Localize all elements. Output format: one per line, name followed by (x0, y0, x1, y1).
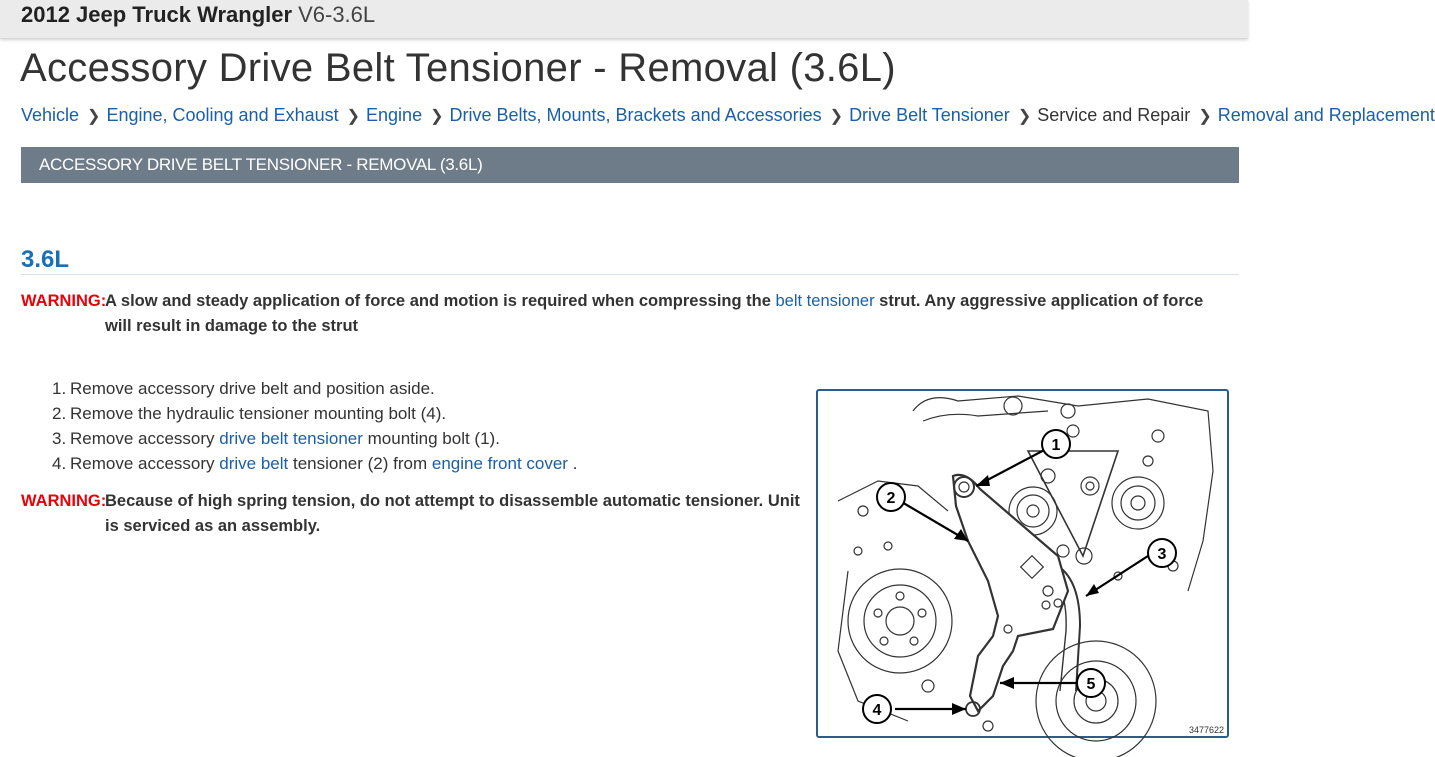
breadcrumb-engine-cooling-exhaust[interactable]: Engine, Cooling and Exhaust (106, 105, 339, 125)
vehicle-name: 2012 Jeep Truck Wrangler (21, 2, 293, 27)
step-number: 4. (52, 454, 67, 473)
vehicle-title (21, 2, 375, 28)
chevron-right-icon: ❯ (346, 108, 361, 125)
chevron-right-icon: ❯ (1017, 108, 1032, 125)
step-text: . (567, 454, 578, 473)
list-item (52, 426, 577, 451)
callout-1: 1 (1051, 437, 1061, 454)
page-title: Accessory Drive Belt Tensioner - Removal (3.6L) (20, 46, 896, 90)
vehicle-header-bar (0, 0, 1248, 39)
warning-spring-tension (21, 489, 811, 539)
breadcrumb-drive-belt-tensioner[interactable]: Drive Belt Tensioner (849, 105, 1010, 125)
callout-4: 4 (872, 702, 882, 719)
list-item (52, 376, 577, 401)
chevron-right-icon: ❯ (430, 108, 444, 125)
warning-text-line2: is serviced as an assembly. (105, 517, 321, 535)
engine-line-drawing (818, 391, 1227, 736)
list-item (52, 401, 577, 426)
step-text: mounting bolt (1). (362, 429, 500, 448)
removal-steps-list (52, 376, 577, 476)
step-text: Remove accessory (70, 429, 220, 448)
engine-subheading-text: 3.6L (21, 246, 70, 273)
callout-5: 5 (1086, 676, 1096, 693)
step-text: Remove accessory (70, 454, 220, 473)
list-item (52, 451, 577, 476)
breadcrumb-removal-replacement[interactable]: Removal and Replacement (1217, 105, 1435, 125)
vehicle-engine: V6-3.6L (298, 2, 376, 27)
engine-subheading (21, 246, 1239, 275)
warning-text-line2: will result in damage to the strut (105, 317, 359, 335)
section-header-title: ACCESSORY DRIVE BELT TENSIONER - REMOVAL (3.6L) (39, 155, 483, 174)
callout-2: 2 (886, 490, 896, 507)
belt-tensioner-link[interactable]: belt tensioner (775, 292, 875, 310)
step-number: 3. (52, 429, 67, 448)
section-header-bar (21, 147, 1239, 183)
warning-text-line1: Because of high spring tension, do not attempt to disassemble automatic tensioner. Unit (105, 492, 800, 510)
breadcrumb-service-repair: Service and Repair (1037, 105, 1191, 125)
drive-belt-link[interactable]: drive belt (219, 454, 289, 473)
figure-id: 3477622 (1188, 725, 1224, 735)
breadcrumb (21, 104, 1435, 128)
step-number: 1. (52, 379, 67, 398)
chevron-right-icon: ❯ (1198, 108, 1212, 125)
warning-text-line1 (105, 289, 1203, 314)
breadcrumb-engine[interactable]: Engine (366, 105, 423, 125)
breadcrumb-drive-belts[interactable]: Drive Belts, Mounts, Brackets and Accessories (449, 105, 822, 125)
warning-label: WARNING: (21, 492, 107, 510)
chevron-right-icon: ❯ (87, 108, 101, 125)
step-text: tensioner (2) from (288, 454, 432, 473)
chevron-right-icon: ❯ (829, 108, 844, 125)
breadcrumb-vehicle[interactable]: Vehicle (21, 105, 80, 125)
callout-3: 3 (1157, 546, 1167, 563)
warning-strut (21, 289, 1241, 339)
tensioner-diagram[interactable] (816, 389, 1229, 738)
warning-text: A slow and steady application of force and motion is required when compressing the (105, 292, 776, 310)
warning-text: strut. Any aggressive application of force (874, 292, 1204, 310)
step-text: Remove accessory drive belt and position aside. (70, 379, 435, 398)
step-text: Remove the hydraulic tensioner mounting bolt (4). (70, 404, 447, 423)
warning-label: WARNING: (21, 292, 107, 310)
drive-belt-tensioner-link[interactable]: drive belt tensioner (219, 429, 363, 448)
step-number: 2. (52, 404, 67, 423)
engine-front-cover-link[interactable]: engine front cover (431, 454, 568, 473)
